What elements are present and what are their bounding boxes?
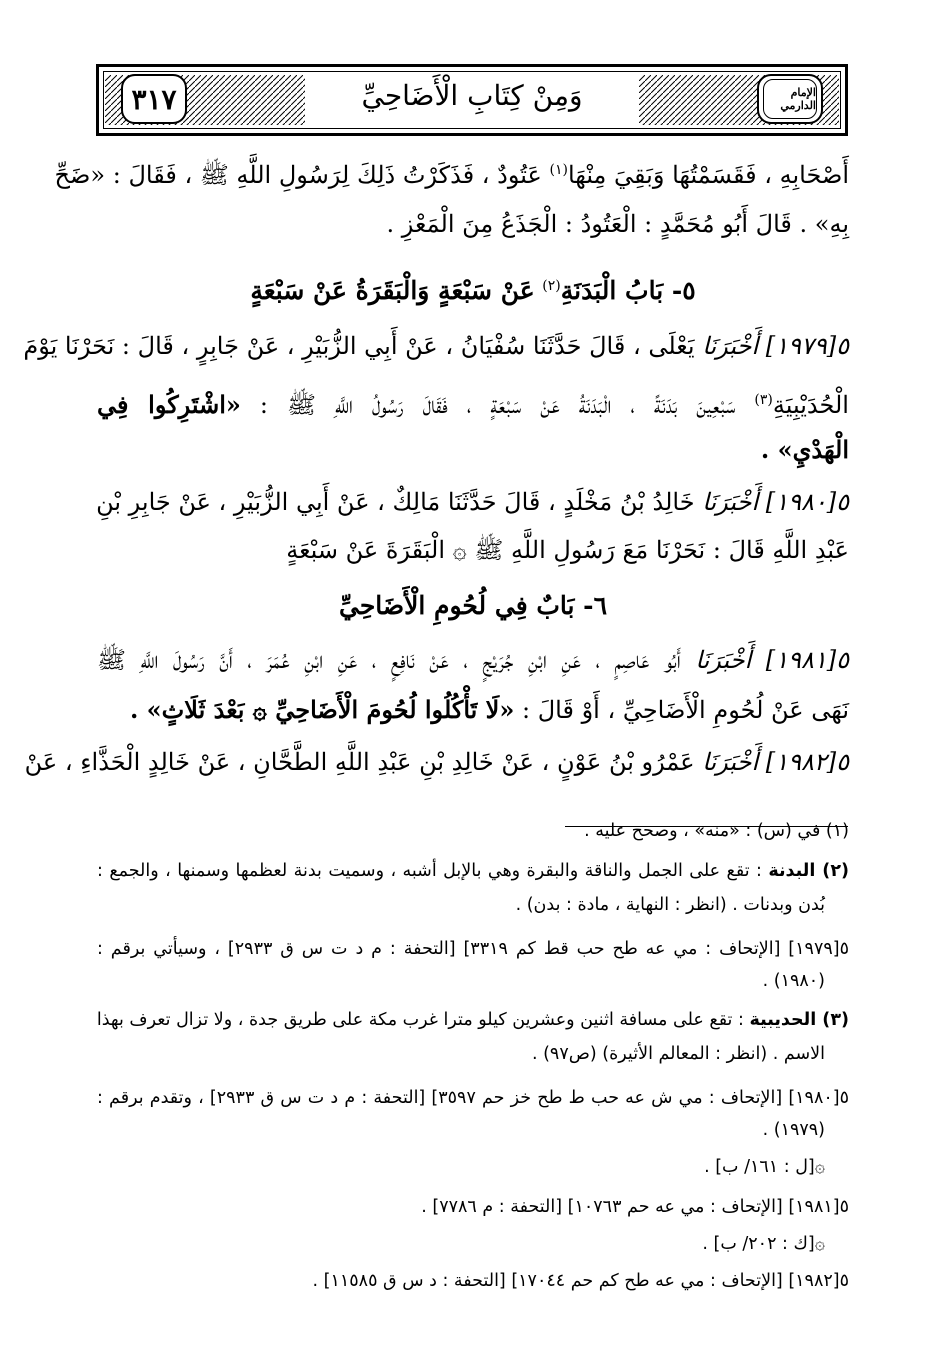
footnote-2-line-2 bbox=[97, 890, 825, 920]
footnote-text: ٥[١٩٨٠] [الإتحاف : مي ش عه حب ط طح خز حم ٣٥٩٧] [التحفة : م د ت س ق ٢٩٣٣] ، وتقدم برقم : bbox=[97, 1088, 849, 1108]
text-segment: سَبْعِينَ بَدَنَةً ، الْبَدَنَةُ عَنْ سَبْعَةٍ ، فَقَالَ رَسُولُ اللَّهِ ﷺ : bbox=[259, 391, 736, 419]
footnote-text: الاسم . (انظر : المعالم الأثيرة) (ص٩٧) . bbox=[531, 1044, 825, 1064]
chapter-title bbox=[99, 79, 845, 112]
footnote-1979-line-2 bbox=[97, 966, 825, 996]
hadith-1979-line-2 bbox=[97, 380, 849, 425]
footnote-1982 bbox=[97, 1266, 849, 1296]
chapter-title-text: وَمِنْ كِتَابِ الْأَضَاحِيِّ bbox=[347, 79, 596, 112]
section-heading-6 bbox=[97, 586, 849, 626]
footnote-term: (٣) الحديبية bbox=[749, 1010, 849, 1030]
footnote-ref: (٢) bbox=[542, 278, 561, 294]
hadith-label: ٥[١٩٨١] أَخْبَرَنَا bbox=[695, 646, 849, 674]
text-segment: عَبْدِ اللَّهِ قَالَ : نَحَرْنَا مَعَ رَسُولِ اللَّهِ ﷺ ۞ الْبَقَرَةَ عَنْ سَبْعَةٍ bbox=[286, 536, 849, 564]
footnote-1980-line-2 bbox=[97, 1115, 825, 1145]
hadith-1980-line-2 bbox=[97, 530, 849, 570]
heading-text: ٦- بَابٌ فِي لُحُومِ الْأَضَاحِيِّ bbox=[338, 591, 607, 620]
hadith-label: ٥[١٩٧٩] أَخْبَرَنَا bbox=[702, 332, 849, 360]
text-segment: بِهِ» . قَالَ أَبُو مُحَمَّدٍ : الْعَتُودُ : الْجَذَعُ مِنَ الْمَعْزِ . bbox=[386, 210, 849, 238]
footnote-3-line-1 bbox=[97, 1005, 849, 1035]
page-number: ٣١٧ bbox=[131, 82, 177, 116]
footnote-text: ۞[ك : ٢٠٢/ ب] . bbox=[702, 1234, 825, 1254]
text-segment: عَمْرُو بْنُ عَوْنٍ ، عَنْ خَالِدِ بْنِ عَبْدِ اللَّهِ الطَّحَّانِ ، عَنْ خَالِدٍ الْحَذَّاءِ ، عَنْ bbox=[24, 748, 695, 776]
hadith-1981-line-1 bbox=[97, 640, 849, 680]
text-segment: عَتُودٌ ، فَذَكَرْتُ ذَلِكَ لِرَسُولِ اللَّهِ ﷺ ، فَقَالَ : «ضَحِّ bbox=[54, 161, 542, 189]
heading-text: ٥- بَابُ الْبَدَنَةِ bbox=[560, 276, 696, 305]
footnote-text: ٥[١٩٧٩] [الإتحاف : مي عه طح حب قط كم ٣٣١٩] [التحفة : م د ت س ق ٢٩٣٣] ، وسيأتي برقم : bbox=[97, 939, 849, 959]
text-segment: «اشْتَرِكُوا فِي bbox=[97, 390, 241, 419]
section-heading-5 bbox=[97, 266, 849, 311]
footnote-text: : تقع على مسافة اثنين وعشرين كيلو مترا غرب مكة على طريق جدة ، ولا تزال تعرف بهذا bbox=[96, 1010, 744, 1030]
heading-text: عَنْ سَبْعَةٍ وَالْبَقَرَةُ عَنْ سَبْعَةٍ bbox=[250, 276, 535, 305]
hadith-1979-line-3 bbox=[97, 430, 849, 470]
footnote-term: (٢) البدنة bbox=[768, 861, 849, 881]
hadith-label: ٥[١٩٨٢] أَخْبَرَنَا bbox=[702, 748, 849, 776]
text-segment: الْحُدَيْبِيَةِ bbox=[772, 391, 849, 419]
footnote-text: ٥[١٩٨١] [الإتحاف : مي عه حم ١٠٧٦٣] [التحفة : م ٧٧٨٦] . bbox=[421, 1197, 849, 1217]
footnote-1979-line-1 bbox=[97, 934, 849, 964]
hadith-label: ٥[١٩٨٠] أَخْبَرَنَا bbox=[702, 488, 849, 516]
text-segment: خَالِدُ بْنُ مَخْلَدٍ ، قَالَ حَدَّثَنَا مَالِكٌ ، عَنْ أَبِي الزُّبَيْرِ ، عَنْ جَابِرِ بْنِ bbox=[96, 488, 695, 516]
text-segment: نَهَى عَنْ لُحُومِ الْأَضَاحِيِّ ، أَوْ قَالَ : bbox=[522, 696, 849, 724]
text-segment: يَعْلَى ، قَالَ حَدَّثَنَا سُفْيَانُ ، عَنْ أَبِي الزُّبَيْرِ ، عَنْ جَابِرٍ ، قَالَ : نَحَرْنَا يَوْمَ bbox=[23, 332, 695, 360]
footnote-text: ٥[١٩٨٢] [الإتحاف : مي عه طح كم حم ١٧٠٤٤] [التحفة : د س ق ١١٥٨٥] . bbox=[312, 1271, 849, 1291]
footnote-folio-l bbox=[97, 1152, 825, 1182]
footnote-1 bbox=[97, 816, 849, 846]
text-segment: أَبُو عَاصِمٍ ، عَنِ ابْنِ جُرَيْجٍ ، عَنْ نَافِعٍ ، عَنِ ابْنِ عُمَرَ ، أَنَّ رَسُولَ اللَّهِ ﷺ bbox=[97, 646, 681, 674]
footnote-text: ۞[ل : ١٦١/ ب] . bbox=[704, 1157, 825, 1177]
footnote-text: : تقع على الجمل والناقة والبقرة وهي بالإبل أشبه ، وسميت بدنة لعظمها وسمنها ، والجمع : bbox=[97, 861, 762, 881]
hadith-1979-line-1 bbox=[23, 326, 849, 366]
footnote-text: (١٩٨٠) . bbox=[762, 971, 825, 991]
footnote-ref: (٣) bbox=[754, 392, 773, 408]
footnote-1981 bbox=[97, 1192, 849, 1222]
hadith-1981-line-2 bbox=[97, 690, 849, 730]
page-header bbox=[96, 64, 848, 136]
footnote-1980-line-1 bbox=[97, 1083, 849, 1113]
footnote-2-line-1 bbox=[97, 856, 849, 886]
hadith-1980-line-1 bbox=[97, 482, 849, 522]
text-line-2 bbox=[97, 204, 849, 244]
footnote-text: (١) في (س) : «منه» ، وصحح عليه . bbox=[584, 821, 849, 841]
footnote-3-line-2 bbox=[97, 1039, 825, 1069]
text-segment: أَصْحَابِهِ ، فَقَسَمْتُهَا وَبَقِيَ مِنْهَا bbox=[567, 161, 849, 189]
text-segment: الْهَدْيِ» . bbox=[760, 435, 849, 464]
footnote-ref: (١) bbox=[549, 162, 568, 178]
text-line-1 bbox=[54, 150, 849, 195]
footnote-text: بُدن وبدنات . (انظر : النهاية ، مادة : بدن) . bbox=[515, 895, 825, 915]
footnote-text: (١٩٧٩) . bbox=[762, 1120, 825, 1140]
footnote-folio-k bbox=[97, 1229, 825, 1259]
text-segment: «لَا تَأْكُلُوا لُحُومَ الْأَضَاحِيِّ ۞ بَعْدَ ثَلَاثٍ» . bbox=[129, 695, 515, 724]
seal-text: الإمام الدارمي bbox=[780, 86, 816, 112]
hadith-1982-line-1 bbox=[24, 742, 849, 782]
